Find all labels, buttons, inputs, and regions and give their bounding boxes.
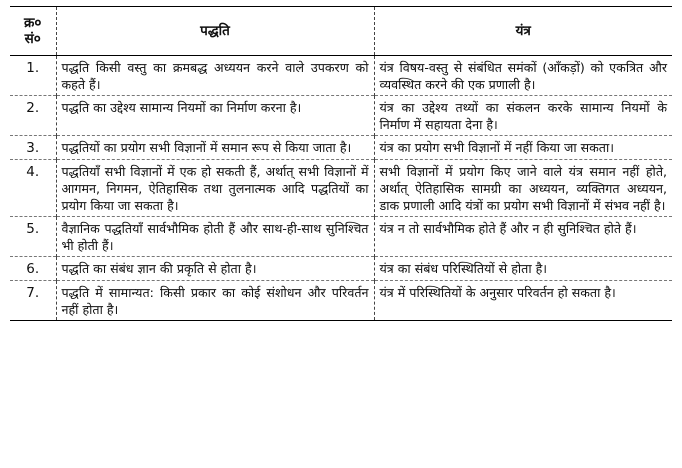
header-tool: यंत्र [374, 7, 672, 56]
method-cell: पद्धति का उद्देश्य सामान्य नियमों का निर्माण करना है। [56, 96, 374, 136]
table-row [10, 56, 672, 96]
table-row [10, 281, 672, 321]
method-cell: पद्धति किसी वस्तु का क्रमबद्ध अध्ययन करने वाले उपकरण को कहते हैं। [56, 56, 374, 96]
header-serial-line2: सं० [24, 31, 41, 47]
table-row [10, 136, 672, 160]
tool-cell: यंत्र का संबंध परिस्थितियों से होता है। [374, 257, 672, 281]
row-number: 2. [26, 100, 40, 116]
row-number: 5. [26, 221, 40, 237]
tool-cell: सभी विज्ञानों में प्रयोग किए जाने वाले यंत्र समान नहीं होते, अर्थात् ऐतिहासिक सामग्री का अध्ययन, व्यक्तिगत अध्ययन, डाक प्रणाली आदि यंत्रों का प्रयोग सभी विज्ञानों में संभव नहीं है। [374, 160, 672, 217]
table-row [10, 217, 672, 257]
header-serial-line1: क्र० [24, 15, 42, 31]
table-body [10, 56, 672, 321]
method-cell: पद्धतियाँ सभी विज्ञानों में एक हो सकती हैं, अर्थात् सभी विज्ञानों में आगमन, निगमन, ऐतिहासिक तथा तुलनात्मक आदि पद्धतियों का प्रयोग किया जा सकता है। [56, 160, 374, 217]
table-row [10, 257, 672, 281]
tool-cell: यंत्र का प्रयोग सभी विज्ञानों में नहीं किया जा सकता। [374, 136, 672, 160]
table-row [10, 96, 672, 136]
tool-cell: यंत्र का उद्देश्य तथ्यों का संकलन करके सामान्य नियमों के निर्माण में सहायता देना है। [374, 96, 672, 136]
tool-cell: यंत्र विषय-वस्तु से संबंधित समंकों (आँकड़ों) को एकत्रित और व्यवस्थित करने की एक प्रणाली है। [374, 56, 672, 96]
method-cell: पद्धति का संबंध ज्ञान की प्रकृति से होता है। [56, 257, 374, 281]
header-method: पद्धति [56, 7, 374, 56]
table-row [10, 160, 672, 217]
tool-cell: यंत्र में परिस्थितियों के अनुसार परिवर्तन हो सकता है। [374, 281, 672, 321]
tool-cell: यंत्र न तो सार्वभौमिक होते हैं और न ही सुनिश्चित होते हैं। [374, 217, 672, 257]
header-row [10, 7, 672, 56]
row-number: 1. [26, 60, 40, 76]
table-header [10, 7, 672, 56]
method-cell: वैज्ञानिक पद्धतियाँ सार्वभौमिक होती हैं और साथ-ही-साथ सुनिश्चित भी होती हैं। [56, 217, 374, 257]
row-number: 6. [26, 261, 40, 277]
row-number: 4. [26, 164, 40, 180]
row-number: 7. [26, 285, 40, 301]
row-number: 3. [26, 140, 40, 156]
header-serial-number [10, 7, 56, 56]
method-cell: पद्धति में सामान्यत: किसी प्रकार का कोई संशोधन और परिवर्तन नहीं होता है। [56, 281, 374, 321]
comparison-table [10, 6, 672, 321]
method-cell: पद्धतियों का प्रयोग सभी विज्ञानों में समान रूप से किया जाता है। [56, 136, 374, 160]
